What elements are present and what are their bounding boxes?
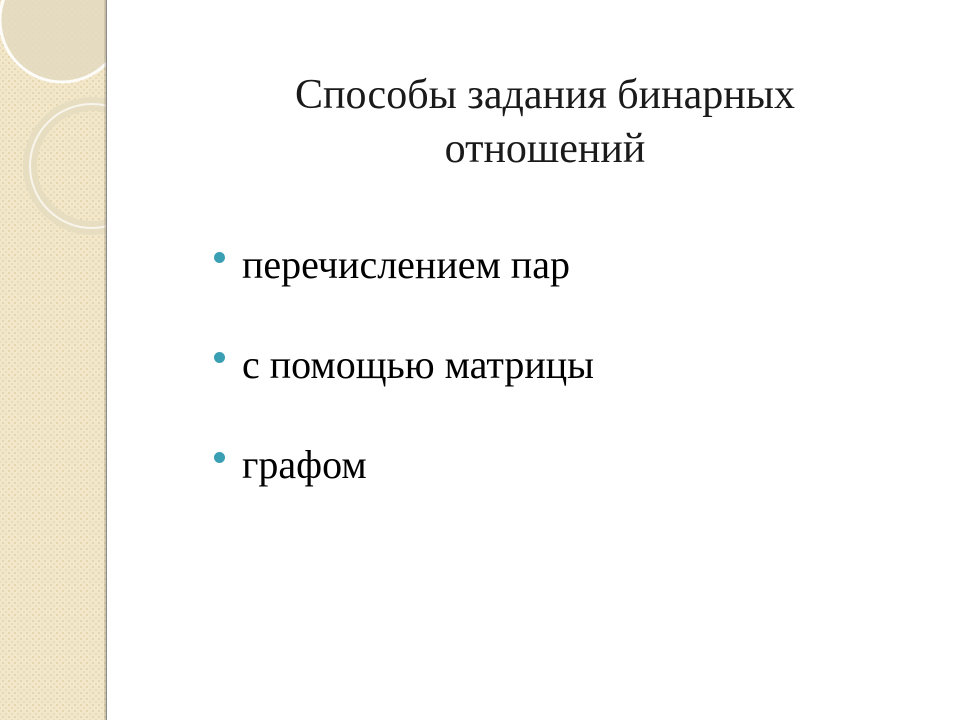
bullet-item xyxy=(214,438,594,492)
decorative-circles-icon xyxy=(0,0,106,260)
bullet-item xyxy=(214,338,594,392)
slide-title-line-1: Способы задания бинарных xyxy=(295,72,795,119)
bullet-text: графом xyxy=(242,442,367,487)
bullet-list xyxy=(214,238,594,538)
slide-title xyxy=(160,68,930,176)
decorative-side-panel xyxy=(0,0,107,720)
bullet-text: перечислением пар xyxy=(242,242,570,287)
bullet-dot-icon xyxy=(214,252,225,263)
bullet-dot-icon xyxy=(214,352,225,363)
bullet-item xyxy=(214,238,594,292)
bullet-dot-icon xyxy=(214,452,225,463)
slide-title-line-2: отношений xyxy=(444,126,646,173)
bullet-text: с помощью матрицы xyxy=(242,342,595,387)
